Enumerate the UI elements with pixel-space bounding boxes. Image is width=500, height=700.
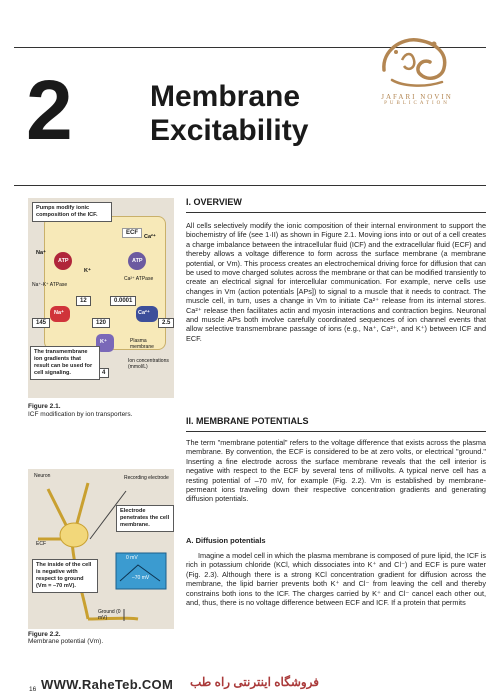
figure-2-1-number: Figure 2.1. xyxy=(28,403,61,410)
ion-na-label: Na⁺ xyxy=(36,250,46,256)
ca-bubble-label: Ca²⁺ xyxy=(138,310,150,316)
page-number: 16 xyxy=(29,686,37,693)
section-2-heading: II. MEMBRANE POTENTIALS xyxy=(186,416,309,426)
ecf-label: ECF xyxy=(122,228,142,238)
ion-concentration-label: Ion concentrations (mmol/L) xyxy=(128,358,169,370)
footer-url: WWW.RaheTeb.COM xyxy=(41,677,174,692)
publisher-logo xyxy=(356,30,478,124)
section-2-rule xyxy=(186,431,486,432)
subsection-a-body: Imagine a model cell in which the plasma membrane is composed of pure lipid, the ICF is rich in potassium chloride (KCl, which dissociates into K⁺ and Cl⁻) and ECF is pure water (Fig. 2.3). Although there is a strong KCl concentration gradient for diffusion across the membrane, the lipid barrier prevents both K⁺ and Cl⁻ from leaving the cell and thereby constrains both ions to the ICF. The charges carried by K⁺ and Cl⁻ cancel each other out, and, thus, there is no voltage difference between ECF and ICF. If a protein that permits xyxy=(186,551,486,608)
logo-subtitle: PUBLICATION xyxy=(384,101,450,106)
chapter-title-line1: Membrane xyxy=(150,80,301,113)
chapter-title-line2: Excitability xyxy=(150,114,309,147)
value-00001: 0.0001 xyxy=(110,296,136,306)
section-1-rule xyxy=(186,212,486,213)
callout-electrode: Electrode penetrates the cell membrane. xyxy=(116,505,174,532)
neuron-diagram-icon xyxy=(28,469,174,629)
ecf-label-fig2: ECF xyxy=(36,541,46,547)
nak-atpase-label: Na⁺-K⁺ ATPase xyxy=(32,282,68,288)
figure-2-2-number: Figure 2.2. xyxy=(28,631,61,638)
chapter-number: 2 xyxy=(26,63,73,157)
chapter-title xyxy=(150,80,308,148)
figure-2-1-text: ICF modification by ion transporters. xyxy=(28,411,133,418)
zero-mv-label: 0 mV xyxy=(126,555,138,561)
section-1-body: All cells selectively modify the ionic composition of their internal environment to support the biochemistry of life (see 1·II) as shown in Figure 2.1. Moving ions into or out of a cell creates a charge imbalance between the intracellular fluid (ICF) and the extracellular fluid (ECF) and thereby allows a voltage difference to form across the surface membrane (a membrane potential, or Vm). This process creates an electrochemical driving force for diffusion that can be used to move charged solutes across the membrane or that can be modified transiently to create an electrical signal for intercellular communication. For example, nerve cells use changes in Vm (action potentials [APs]) to signal to a muscle that it needs to contract. The muscle cell, in turn, uses a change in Vm to initiate Ca²⁺ release from its internal stores. Ca²⁺ release then facilitates actin and myosin interactions and contraction begins. Neuronal and muscle APs both involve carefully coordinated sequences of ion channel events that allow selective transmembrane passage of ions (e.g., Na⁺, Ca²⁺, and K⁺) between ICF and ECF. xyxy=(186,221,486,343)
atp-label-2: ATP xyxy=(132,258,143,264)
recording-electrode-label: Recording electrode xyxy=(124,475,169,481)
calligraphy-logo-icon xyxy=(372,30,462,92)
header-divider xyxy=(14,185,486,186)
ca-atpase-label: Ca²⁺ ATPase xyxy=(124,276,154,282)
logo-name: JAFARI NOVIN xyxy=(381,93,453,101)
footer-persian-text: فروشگاه اینترنتی راه طب xyxy=(190,675,320,689)
figure-2-1 xyxy=(28,198,174,398)
subsection-a-heading: A. Diffusion potentials xyxy=(186,536,266,545)
section-2-body: The term "membrane potential" refers to the voltage difference that exists across the plasma membrane. By convention, the ECF is considered to be at zero volts, or electrical "ground." Inserting a fine electrode across the surface membrane reveals that the cell interior is negative with respect to the ECF by several tens of millivolts. A typical nerve cell has a resting potential of –70 mV, for example (Fig. 2.2). Vm is established by membrane-permeant ions traveling down their respective concentration gradients and generating diffusion potentials. xyxy=(186,438,486,504)
value-4: 4 xyxy=(98,368,109,378)
figure-2-1-caption xyxy=(28,403,178,419)
atp-label-1: ATP xyxy=(58,258,69,264)
section-1-heading: I. OVERVIEW xyxy=(186,197,242,207)
value-2-5: 2.5 xyxy=(158,318,174,328)
callout-pumps: Pumps modify ionic composition of the ICF. xyxy=(32,202,112,222)
figure-2-2 xyxy=(28,469,174,629)
plasma-membrane-label: Plasma membrane xyxy=(130,338,154,350)
value-145: 145 xyxy=(32,318,50,328)
callout-gradients: The transmembrane ion gradients that result can be used for cell signaling. xyxy=(30,346,100,380)
callout-inside-negative: The inside of the cell is negative with respect to ground (Vm = –70 mV). xyxy=(32,559,98,593)
ion-k-label: K⁺ xyxy=(84,268,91,274)
figure-2-2-text: Membrane potential (Vm). xyxy=(28,638,104,645)
k-bubble-label: K⁺ xyxy=(100,339,107,345)
na-bubble-label: Na⁺ xyxy=(54,310,64,316)
figure-2-2-caption xyxy=(28,631,178,645)
minus-70-label: –70 mV xyxy=(132,575,150,581)
value-12: 12 xyxy=(76,296,91,306)
neuron-label: Neuron xyxy=(34,473,51,479)
ground-label: Ground (0 mV) xyxy=(98,609,121,621)
ion-ca-label: Ca²⁺ xyxy=(144,234,156,240)
value-120: 120 xyxy=(92,318,110,328)
